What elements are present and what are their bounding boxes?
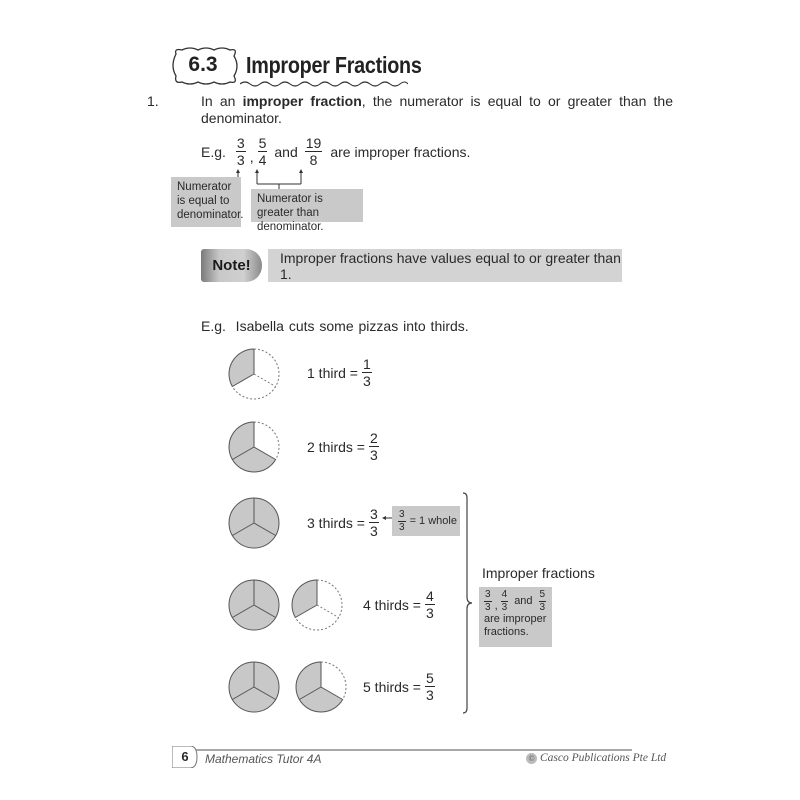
fraction-4-3: $\frac{4}{3}$ bbox=[425, 588, 434, 621]
section-number: 6.3 bbox=[188, 53, 218, 76]
fraction-5-4: $\frac{5}{4}$ bbox=[258, 135, 267, 168]
definition-paragraph bbox=[201, 93, 673, 127]
row-label-text: 3 thirds = bbox=[307, 514, 365, 531]
row-4-thirds bbox=[363, 589, 435, 620]
row-3-thirds bbox=[307, 507, 379, 538]
and-word: and bbox=[514, 595, 533, 607]
fraction-2-3: $\frac{2}{3}$ bbox=[369, 430, 378, 463]
and-word: and bbox=[274, 143, 298, 160]
pizza-pie-1-third-extra bbox=[290, 578, 344, 632]
row-2-thirds bbox=[307, 431, 379, 462]
pizza-pie-2-thirds-extra bbox=[294, 660, 348, 714]
pizza-pie-1-third bbox=[227, 347, 281, 401]
row-5-thirds bbox=[363, 671, 435, 702]
publisher-name: Casco Publications Pte Ltd bbox=[540, 752, 667, 764]
fraction-5-3-summary: $\frac{5}{3}$ bbox=[539, 589, 546, 613]
example-improper-fractions bbox=[201, 136, 470, 167]
section-title: Improper Fractions bbox=[246, 52, 422, 78]
definition-term: improper fraction bbox=[242, 93, 362, 109]
row-1-third bbox=[307, 357, 372, 388]
one-whole-callout bbox=[392, 506, 460, 536]
callout-numerator-equal: Numerator is equal to denominator. bbox=[171, 177, 241, 227]
note-text: Improper fractions have values equal to or greater than 1. bbox=[280, 249, 621, 282]
fraction-3-3-row: $\frac{3}{3}$ bbox=[369, 506, 378, 539]
callout-numerator-greater: Numerator is greater than denominator. bbox=[251, 189, 363, 222]
pizza-example-intro: E.g. Isabella cuts some pizzas into thirds. bbox=[201, 318, 469, 334]
copyright-icon: © bbox=[526, 753, 537, 764]
row-label-text: 1 third = bbox=[307, 364, 358, 381]
right-curly-brace bbox=[462, 492, 474, 714]
definition-text-end: , the numerator is equal to or greater than the denominator. bbox=[201, 93, 673, 126]
copyright bbox=[526, 752, 666, 764]
comma: , bbox=[494, 600, 498, 612]
summary-box bbox=[479, 587, 552, 647]
one-whole-text: = 1 whole bbox=[409, 515, 457, 527]
fraction-3-3-whole: $\frac{3}{3}$ bbox=[399, 508, 405, 533]
row-label-text: 4 thirds = bbox=[363, 596, 421, 613]
note-box bbox=[268, 249, 622, 282]
summary-fractions bbox=[484, 590, 547, 613]
list-number: 1. bbox=[147, 93, 159, 109]
summary-title: Improper fractions bbox=[482, 565, 595, 581]
fraction-4-3-summary: $\frac{4}{3}$ bbox=[501, 589, 508, 613]
fraction-3-3-summary: $\frac{3}{3}$ bbox=[485, 589, 491, 613]
example-suffix: are improper fractions. bbox=[330, 143, 471, 160]
footer-rule bbox=[172, 749, 632, 751]
page-number: 6 bbox=[181, 749, 189, 764]
row-label-text: 2 thirds = bbox=[307, 438, 365, 455]
fraction-5-3: $\frac{5}{3}$ bbox=[425, 670, 434, 703]
row-label-text: 5 thirds = bbox=[363, 678, 421, 695]
pizza-pie-3-thirds bbox=[227, 496, 281, 550]
book-title: Mathematics Tutor 4A bbox=[205, 752, 322, 766]
title-wavy-underline bbox=[240, 80, 408, 88]
pizza-pie-full-2 bbox=[227, 660, 281, 714]
summary-text: are improper fractions. bbox=[484, 613, 547, 638]
definition-text-start: In an bbox=[201, 93, 243, 109]
pizza-pie-full-1 bbox=[227, 578, 281, 632]
note-badge: Note! bbox=[201, 249, 262, 282]
example-prefix: E.g. bbox=[201, 143, 226, 160]
pizza-pie-2-thirds bbox=[227, 420, 281, 474]
fraction-19-8: $\frac{19}{8}$ bbox=[305, 135, 322, 168]
fraction-3-3: $\frac{3}{3}$ bbox=[236, 135, 245, 168]
comma: , bbox=[249, 149, 254, 165]
fraction-1-3: $\frac{1}{3}$ bbox=[362, 356, 371, 389]
